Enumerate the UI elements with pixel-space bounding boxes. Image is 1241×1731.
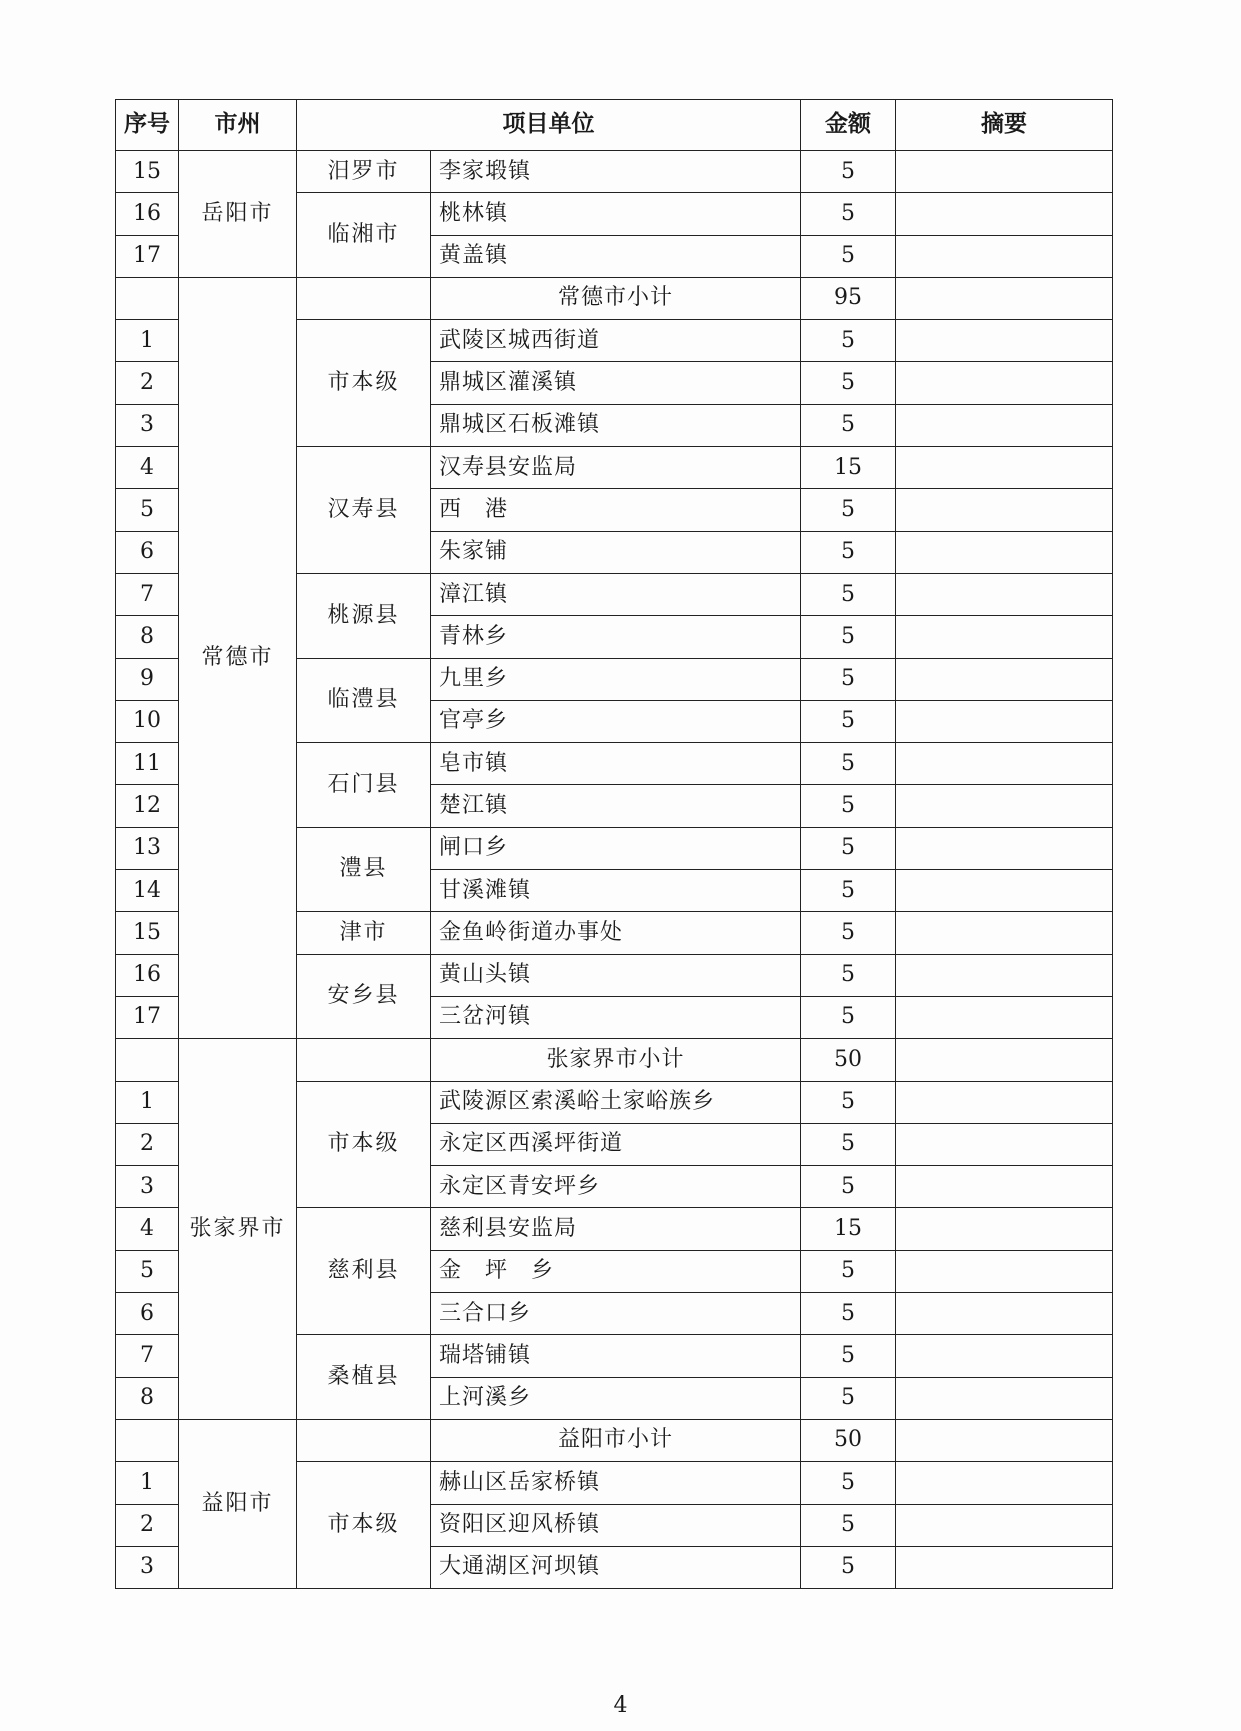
- seq-cell: 11: [116, 743, 179, 785]
- summary-cell: [896, 743, 1113, 785]
- seq-cell: 7: [116, 1335, 179, 1377]
- unit-cell: 金 坪 乡: [431, 1250, 801, 1292]
- summary-cell: [896, 1039, 1113, 1081]
- seq-cell: 17: [116, 235, 179, 277]
- summary-cell: [896, 700, 1113, 742]
- subtotal-label: 益阳市小计: [431, 1419, 801, 1461]
- seq-cell: 8: [116, 616, 179, 658]
- seq-cell: 14: [116, 870, 179, 912]
- amount-cell: 5: [801, 1166, 896, 1208]
- unit-cell: 朱家铺: [431, 531, 801, 573]
- county-cell: 安乡县: [297, 954, 431, 1039]
- unit-cell: 瑞塔铺镇: [431, 1335, 801, 1377]
- seq-cell: 4: [116, 1208, 179, 1250]
- amount-cell: 5: [801, 912, 896, 954]
- unit-cell: 慈利县安监局: [431, 1208, 801, 1250]
- summary-cell: [896, 954, 1113, 996]
- amount-cell: 5: [801, 320, 896, 362]
- unit-cell: 楚江镇: [431, 785, 801, 827]
- seq-cell: 1: [116, 1462, 179, 1504]
- amount-cell: 15: [801, 1208, 896, 1250]
- subtotal-label: 张家界市小计: [431, 1039, 801, 1081]
- header-amount: 金额: [801, 100, 896, 151]
- unit-cell: 青林乡: [431, 616, 801, 658]
- unit-cell: 西 港: [431, 489, 801, 531]
- city-cell: 常德市: [179, 277, 297, 1038]
- summary-cell: [896, 1419, 1113, 1461]
- amount-cell: 5: [801, 151, 896, 193]
- amount-cell: 5: [801, 235, 896, 277]
- seq-cell: 2: [116, 1123, 179, 1165]
- amount-cell: 5: [801, 700, 896, 742]
- amount-cell: 5: [801, 1335, 896, 1377]
- amount-cell: 5: [801, 362, 896, 404]
- amount-cell: 50: [801, 1039, 896, 1081]
- unit-cell: 武陵区城西街道: [431, 320, 801, 362]
- unit-cell: 赫山区岳家桥镇: [431, 1462, 801, 1504]
- summary-cell: [896, 531, 1113, 573]
- summary-cell: [896, 1546, 1113, 1588]
- county-cell: 澧县: [297, 827, 431, 912]
- county-cell: 汉寿县: [297, 447, 431, 574]
- amount-cell: 5: [801, 616, 896, 658]
- unit-cell: 鼎城区石板滩镇: [431, 404, 801, 446]
- summary-cell: [896, 277, 1113, 319]
- amount-cell: 5: [801, 785, 896, 827]
- amount-cell: 5: [801, 1462, 896, 1504]
- unit-cell: 黄盖镇: [431, 235, 801, 277]
- seq-cell: 6: [116, 531, 179, 573]
- unit-cell: 汉寿县安监局: [431, 447, 801, 489]
- summary-cell: [896, 912, 1113, 954]
- amount-cell: 5: [801, 1546, 896, 1588]
- county-cell: 桃源县: [297, 573, 431, 658]
- summary-cell: [896, 1377, 1113, 1419]
- seq-cell: 6: [116, 1293, 179, 1335]
- amount-cell: 5: [801, 573, 896, 615]
- county-cell: 市本级: [297, 1081, 431, 1208]
- seq-cell: 12: [116, 785, 179, 827]
- summary-cell: [896, 320, 1113, 362]
- county-cell: 临湘市: [297, 193, 431, 278]
- summary-cell: [896, 1335, 1113, 1377]
- summary-cell: [896, 827, 1113, 869]
- amount-cell: 95: [801, 277, 896, 319]
- unit-cell: 上河溪乡: [431, 1377, 801, 1419]
- summary-cell: [896, 573, 1113, 615]
- unit-cell: 闸口乡: [431, 827, 801, 869]
- unit-cell: 金鱼岭街道办事处: [431, 912, 801, 954]
- summary-cell: [896, 235, 1113, 277]
- amount-cell: 5: [801, 1081, 896, 1123]
- city-cell: 益阳市: [179, 1419, 297, 1588]
- amount-cell: 5: [801, 954, 896, 996]
- seq-cell: [116, 277, 179, 319]
- summary-cell: [896, 870, 1113, 912]
- summary-cell: [896, 404, 1113, 446]
- amount-cell: 5: [801, 1250, 896, 1292]
- city-cell: 岳阳市: [179, 151, 297, 278]
- amount-cell: 50: [801, 1419, 896, 1461]
- subtotal-label: 常德市小计: [431, 277, 801, 319]
- county-cell: 桑植县: [297, 1335, 431, 1420]
- summary-cell: [896, 658, 1113, 700]
- header-city: 市州: [179, 100, 297, 151]
- seq-cell: 2: [116, 362, 179, 404]
- unit-cell: 鼎城区灌溪镇: [431, 362, 801, 404]
- summary-cell: [896, 151, 1113, 193]
- seq-cell: 1: [116, 1081, 179, 1123]
- amount-cell: 5: [801, 193, 896, 235]
- allocation-table: [115, 99, 1113, 1589]
- seq-cell: 2: [116, 1504, 179, 1546]
- amount-cell: 5: [801, 489, 896, 531]
- seq-cell: 3: [116, 1166, 179, 1208]
- seq-cell: 9: [116, 658, 179, 700]
- county-cell: [297, 1419, 431, 1461]
- county-cell: 津市: [297, 912, 431, 954]
- unit-cell: 永定区西溪坪街道: [431, 1123, 801, 1165]
- county-cell: [297, 1039, 431, 1081]
- amount-cell: 5: [801, 531, 896, 573]
- amount-cell: 5: [801, 1123, 896, 1165]
- summary-cell: [896, 1293, 1113, 1335]
- summary-cell: [896, 1504, 1113, 1546]
- amount-cell: 5: [801, 404, 896, 446]
- summary-cell: [896, 193, 1113, 235]
- unit-cell: 桃林镇: [431, 193, 801, 235]
- unit-cell: 武陵源区索溪峪土家峪族乡: [431, 1081, 801, 1123]
- summary-cell: [896, 447, 1113, 489]
- seq-cell: 5: [116, 489, 179, 531]
- subtotal-row: [116, 277, 1113, 319]
- summary-cell: [896, 362, 1113, 404]
- page-number: 4: [613, 1693, 628, 1718]
- seq-cell: 1: [116, 320, 179, 362]
- amount-cell: 5: [801, 870, 896, 912]
- county-cell: 汨罗市: [297, 151, 431, 193]
- amount-cell: 5: [801, 743, 896, 785]
- amount-cell: 5: [801, 1377, 896, 1419]
- summary-cell: [896, 785, 1113, 827]
- unit-cell: 大通湖区河坝镇: [431, 1546, 801, 1588]
- unit-cell: 黄山头镇: [431, 954, 801, 996]
- unit-cell: 皂市镇: [431, 743, 801, 785]
- county-cell: 市本级: [297, 1462, 431, 1589]
- county-cell: 慈利县: [297, 1208, 431, 1335]
- amount-cell: 15: [801, 447, 896, 489]
- seq-cell: 17: [116, 996, 179, 1038]
- county-cell: 石门县: [297, 743, 431, 828]
- seq-cell: [116, 1419, 179, 1461]
- summary-cell: [896, 1123, 1113, 1165]
- amount-cell: 5: [801, 1504, 896, 1546]
- unit-cell: 李家塅镇: [431, 151, 801, 193]
- seq-cell: 8: [116, 1377, 179, 1419]
- seq-cell: 7: [116, 573, 179, 615]
- summary-cell: [896, 1166, 1113, 1208]
- seq-cell: 5: [116, 1250, 179, 1292]
- seq-cell: 4: [116, 447, 179, 489]
- summary-cell: [896, 1250, 1113, 1292]
- table-header-row: [116, 100, 1113, 151]
- header-unit: 项目单位: [297, 100, 801, 151]
- seq-cell: 3: [116, 404, 179, 446]
- amount-cell: 5: [801, 996, 896, 1038]
- table-row: [116, 151, 1113, 193]
- summary-cell: [896, 616, 1113, 658]
- seq-cell: 16: [116, 193, 179, 235]
- unit-cell: 三岔河镇: [431, 996, 801, 1038]
- header-seq: 序号: [116, 100, 179, 151]
- seq-cell: [116, 1039, 179, 1081]
- amount-cell: 5: [801, 1293, 896, 1335]
- seq-cell: 15: [116, 912, 179, 954]
- unit-cell: 漳江镇: [431, 573, 801, 615]
- unit-cell: 永定区青安坪乡: [431, 1166, 801, 1208]
- unit-cell: 资阳区迎风桥镇: [431, 1504, 801, 1546]
- amount-cell: 5: [801, 827, 896, 869]
- amount-cell: 5: [801, 658, 896, 700]
- subtotal-row: [116, 1039, 1113, 1081]
- table-body: [116, 151, 1113, 1589]
- seq-cell: 10: [116, 700, 179, 742]
- unit-cell: 三合口乡: [431, 1293, 801, 1335]
- summary-cell: [896, 489, 1113, 531]
- seq-cell: 16: [116, 954, 179, 996]
- seq-cell: 15: [116, 151, 179, 193]
- subtotal-row: [116, 1419, 1113, 1461]
- summary-cell: [896, 1462, 1113, 1504]
- unit-cell: 甘溪滩镇: [431, 870, 801, 912]
- header-summary: 摘要: [896, 100, 1113, 151]
- seq-cell: 3: [116, 1546, 179, 1588]
- unit-cell: 九里乡: [431, 658, 801, 700]
- seq-cell: 13: [116, 827, 179, 869]
- summary-cell: [896, 996, 1113, 1038]
- county-cell: [297, 277, 431, 319]
- summary-cell: [896, 1208, 1113, 1250]
- unit-cell: 官亭乡: [431, 700, 801, 742]
- city-cell: 张家界市: [179, 1039, 297, 1420]
- county-cell: 市本级: [297, 320, 431, 447]
- summary-cell: [896, 1081, 1113, 1123]
- county-cell: 临澧县: [297, 658, 431, 743]
